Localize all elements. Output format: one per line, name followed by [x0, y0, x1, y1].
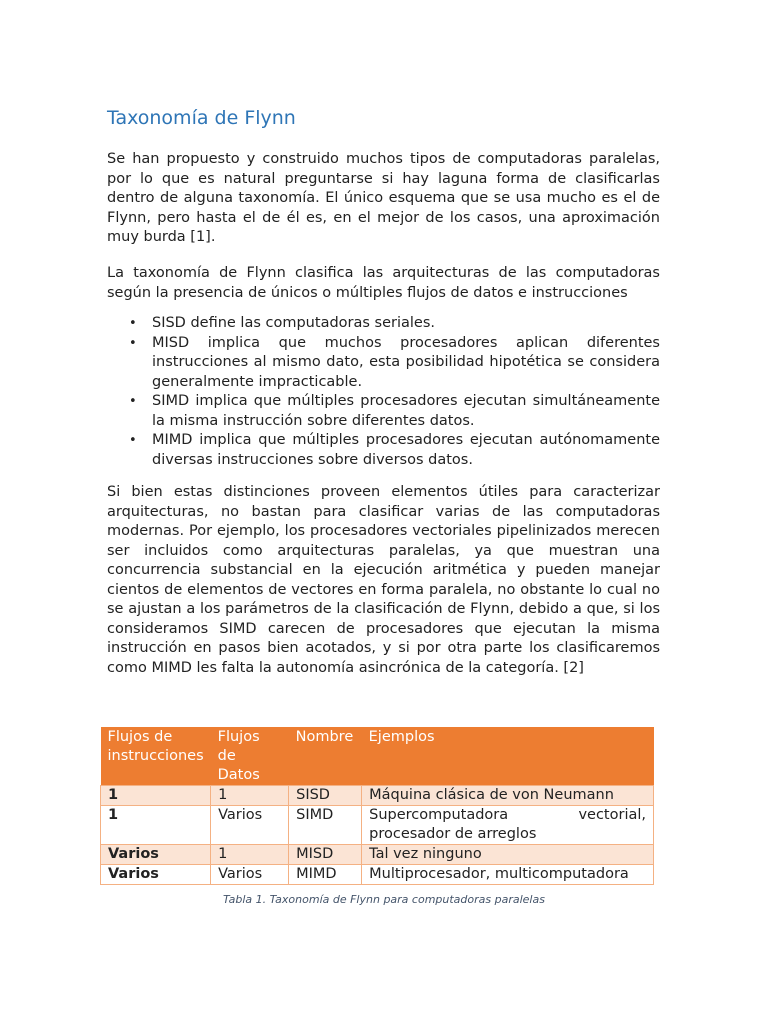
bullet-icon: •	[129, 335, 137, 351]
cell-data-streams: Varios	[211, 806, 289, 845]
bullet-text: MISD implica que muchos procesadores aplican diferentes instrucciones al mismo dato, esta posibilidad hipotética se considera generalmente impracticable.	[152, 334, 660, 390]
cell-examples: Tal vez ninguno	[362, 845, 654, 865]
header-name: Nombre	[289, 727, 362, 786]
cell-name: MISD	[289, 845, 362, 865]
bullet-text: SIMD implica que múltiples procesadores ejecutan simultáneamente la misma instrucción sobre diferentes datos.	[152, 393, 660, 429]
cell-examples: Máquina clásica de von Neumann	[362, 786, 654, 806]
page-title: Taxonomía de Flynn	[107, 107, 296, 129]
cell-data-streams: 1	[211, 845, 289, 865]
bullet-icon: •	[129, 316, 137, 331]
cell-name: MIMD	[289, 865, 362, 885]
header-data-streams: Flujos de Datos	[211, 727, 289, 786]
cell-instruction-streams: Varios	[101, 865, 211, 885]
header-examples: Ejemplos	[362, 727, 654, 786]
header-instruction-streams: Flujos de instrucciones	[101, 727, 211, 786]
taxonomy-bullet-list	[107, 314, 660, 470]
bullet-item-simd	[107, 392, 660, 431]
table-caption: Tabla 1. Taxonomía de Flynn para computadoras paralelas	[223, 893, 545, 906]
table-row	[101, 786, 654, 806]
cell-name: SIMD	[289, 806, 362, 845]
taxonomy-paragraph: La taxonomía de Flynn clasifica las arquitecturas de las computadoras según la presencia de únicos o múltiples flujos de datos e instrucciones	[107, 265, 660, 301]
bullet-text: SISD define las computadoras seriales.	[152, 315, 435, 331]
bullet-text: MIMD implica que múltiples procesadores ejecutan autónomamente diversas instrucciones sobre diversos datos.	[152, 432, 660, 468]
distinctions-paragraph: Si bien estas distinciones proveen elementos útiles para caracterizar arquitecturas, no bastan para clasificar varias de las computadoras modernas. Por ejemplo, los procesadores vectoriales pipelinizados merecen ser incluidos como arquitecturas paralelas, ya que muestran una concurrencia substancial en la ejecución aritmética y pueden manejar cientos de elementos de vectores en forma paralela, no obstante lo cual no se ajustan a los parámetros de la clasificación de Flynn, debido a que, si los consideramos SIMD carecen de procesadores que ejecutan la misma instrucción en pasos bien acotados, y si por otra parte los clasificaremos como MIMD les falta la autonomía asincrónica de la categoría. [2]	[107, 484, 660, 676]
cell-examples: Supercomputadora vectorial, procesador de arreglos	[362, 806, 654, 845]
cell-data-streams: 1	[211, 786, 289, 806]
bullet-icon: •	[129, 433, 137, 448]
table-row	[101, 865, 654, 885]
cell-instruction-streams: 1	[101, 786, 211, 806]
cell-data-streams: Varios	[211, 865, 289, 885]
bullet-item-mimd	[107, 431, 660, 470]
intro-paragraph: Se han propuesto y construido muchos tipos de computadoras paralelas, por lo que es natural preguntarse si hay laguna forma de clasificarlas dentro de alguna taxonomía. El único esquema que se usa mucho es el de Flynn, pero hasta el de él es, en el mejor de los casos, una aproximación muy burda [1].	[107, 151, 660, 245]
cell-instruction-streams: 1	[101, 806, 211, 845]
bullet-item-sisd	[107, 314, 660, 334]
flynn-taxonomy-table	[100, 727, 654, 885]
table-header-row	[101, 727, 654, 786]
bullet-item-misd	[107, 334, 660, 393]
table-row	[101, 806, 654, 845]
cell-examples: Multiprocesador, multicomputadora	[362, 865, 654, 885]
bullet-icon: •	[129, 394, 137, 409]
cell-name: SISD	[289, 786, 362, 806]
cell-instruction-streams: Varios	[101, 845, 211, 865]
table-row	[101, 845, 654, 865]
